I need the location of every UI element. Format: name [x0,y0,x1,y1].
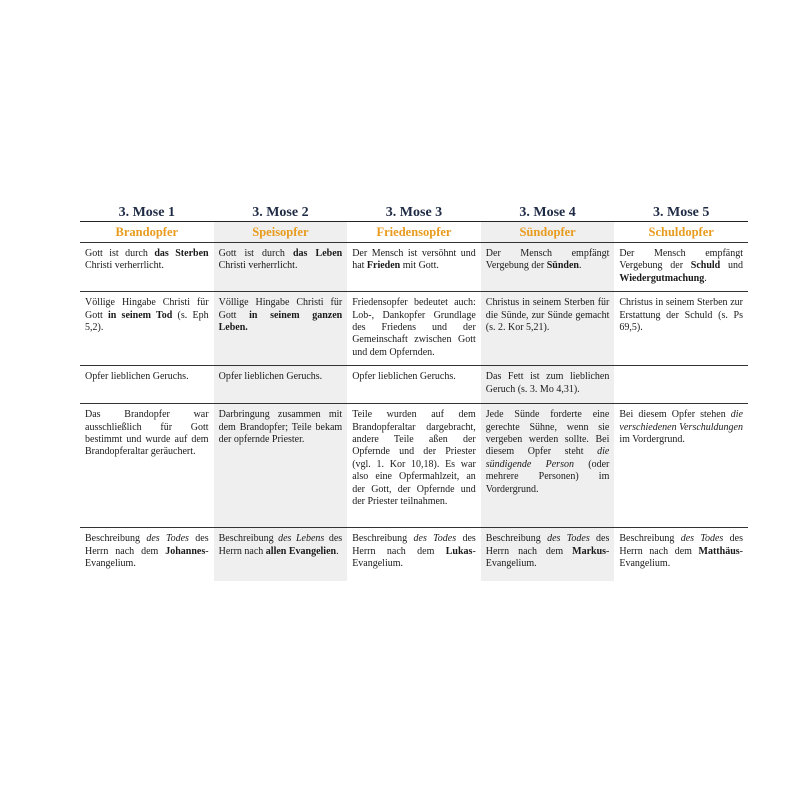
table-body [80,243,748,582]
offering-friedensopfer: Friedensopfer [347,222,481,243]
cell-text: -Evangelium. [485,545,610,570]
cell-text: Schuld [690,260,721,272]
offering-header-row [80,222,748,243]
cell-text: Völlige Hingabe Christi für Gott [218,297,343,321]
cell-text: Bei diesem Opfer stehen [619,409,731,421]
offering-speisopfer: Speisopfer [214,222,348,243]
table-cell [347,292,481,366]
chapter-header-3: 3. Mose 3 [347,196,481,222]
cell-text: Jede Sünde forderte eine gerechte Sühne, wenn sie vergeben werden sollte. Bei diesem Opfer steht [485,409,610,458]
offering-schuldopfer: Schuldopfer [614,222,748,243]
cell-text: Lukas [445,545,473,557]
cell-text: Johannes [165,545,206,557]
cell-text: (s. Eph 5,2). [85,309,209,334]
table-cell [214,292,348,366]
cell-text: -Evangelium. [619,545,743,570]
table-cell [614,528,748,582]
cell-text: . [578,260,582,272]
cell-text: des Todes [413,533,457,545]
cell-text: die sündigende Person [485,446,610,470]
table-cell [80,243,214,292]
table-row [80,292,748,366]
cell-text: des Herrn nach dem [619,533,743,557]
cell-text: Beschreibung [619,533,681,545]
cell-text: im Vordergrund. [619,434,685,446]
cell-text: die verschiedenen Verschuldungen [619,409,743,433]
cell-text: Darbringung zusammen mit dem Brandopfer; Teile bekam der opfernde Priester. [218,409,343,446]
cell-text: des Herrn nach [218,533,343,557]
table-cell [481,366,615,404]
cell-text: des Herrn nach dem [85,533,209,557]
cell-text: Beschreibung [485,533,548,545]
table-cell [481,292,615,366]
table-cell [481,404,615,528]
cell-text: Opfer lieblichen Geruchs. [218,371,323,383]
cell-text: mit Gott. [400,260,439,272]
table-cell [614,404,748,528]
cell-text: Opfer lieblichen Geruchs. [352,371,456,383]
table-cell [80,528,214,582]
cell-text: Beschreibung [218,533,279,545]
cell-text: das Leben [292,248,343,259]
cell-text: in seinem ganzen Leben. [218,309,343,334]
table-row [80,243,748,292]
chapter-header-5: 3. Mose 5 [614,196,748,222]
offerings-comparison-table [80,196,748,581]
table-cell [614,292,748,366]
cell-text: des Todes [547,533,590,545]
cell-text: Der Mensch empfängt Vergebung der [485,248,610,272]
cell-text: -Evangelium. [352,545,476,570]
cell-text: Christus in seinem Sterben für die Sünde, zur Sünde gemacht (s. 2. Kor 5,21). [485,297,610,334]
cell-text: Wiedergutmachung [619,272,705,284]
table-cell [214,404,348,528]
cell-text: Der Mensch empfängt Vergebung der [619,248,743,272]
cell-text: Christi verherrlicht. [218,260,298,272]
cell-text: . [336,545,339,557]
cell-text: (oder mehrere Personen) im Vordergrund. [485,458,610,495]
cell-text: Gott ist durch [85,248,155,259]
table-cell [347,366,481,404]
table-cell [481,243,615,292]
cell-text: des Todes [680,533,724,545]
chapter-header-row [80,196,748,222]
cell-text: Das Brandopfer war ausschließlich für Gott bestimmt und wurde auf dem Brandopferaltar geräuchert. [85,409,209,458]
cell-text: . [704,272,707,284]
chapter-header-1: 3. Mose 1 [80,196,214,222]
cell-text: des Lebens [278,533,325,545]
table-cell [214,243,348,292]
cell-text: das Sterben [154,248,209,259]
cell-text: Der Mensch ist versöhnt und hat [352,248,476,272]
table-cell [214,528,348,582]
table-row [80,404,748,528]
cell-text: Völlige Hingabe Christi für Gott [85,297,209,321]
cell-text: Friedensopfer bedeutet auch: Lob-, Dankopfer Grundlage des Friedens und der Gemeinschaft zwischen Gott und dem Opfernden. [352,297,476,358]
cell-text: Gott ist durch [218,248,293,259]
cell-text: Christi verherrlicht. [85,260,164,272]
cell-text: Frieden [366,260,401,272]
table [80,196,748,581]
cell-text: Beschreibung [352,533,414,545]
cell-text: des Todes [146,533,189,545]
table-cell [347,404,481,528]
table-cell [80,404,214,528]
cell-text: Beschreibung [85,533,147,545]
table-cell [214,366,348,404]
table-cell [80,292,214,366]
table-row [80,366,748,404]
cell-text: Das Fett ist zum lieblichen Geruch (s. 3. Mo 4,31). [485,371,610,395]
cell-text: des Herrn nach dem [352,533,476,557]
cell-text: Christus in seinem Sterben zur Erstattung der Schuld (s. Ps 69,5). [619,297,743,334]
offering-suendopfer: Sündopfer [481,222,615,243]
cell-text: in seinem Tod [108,309,173,321]
chapter-header-2: 3. Mose 2 [214,196,348,222]
cell-text: Sünden [546,260,579,272]
table-cell [614,243,748,292]
table-cell [80,366,214,404]
offering-brandopfer: Brandopfer [80,222,214,243]
table-cell [347,528,481,582]
table-cell [614,366,748,404]
cell-text: Matthäus [698,545,740,557]
cell-text: allen Evangelien [265,545,337,557]
table-row [80,528,748,582]
chapter-header-4: 3. Mose 4 [481,196,615,222]
table-cell [481,528,615,582]
table-cell [347,243,481,292]
cell-text: des Herrn nach dem [485,533,610,557]
cell-text: Markus [572,545,607,557]
cell-text: Opfer lieblichen Geruchs. [85,371,189,383]
cell-text: -Evangelium. [85,545,209,570]
cell-text: und [720,260,743,272]
cell-text: Teile wurden auf dem Brandopferaltar dargebracht, andere Teile aßen der Opfernde und der Priester (vgl. 1. Kor 10,18). Es war also eine Opfermahlzeit, an der Gott, der Opfernde und der Priester teilnahmen. [352,409,476,508]
